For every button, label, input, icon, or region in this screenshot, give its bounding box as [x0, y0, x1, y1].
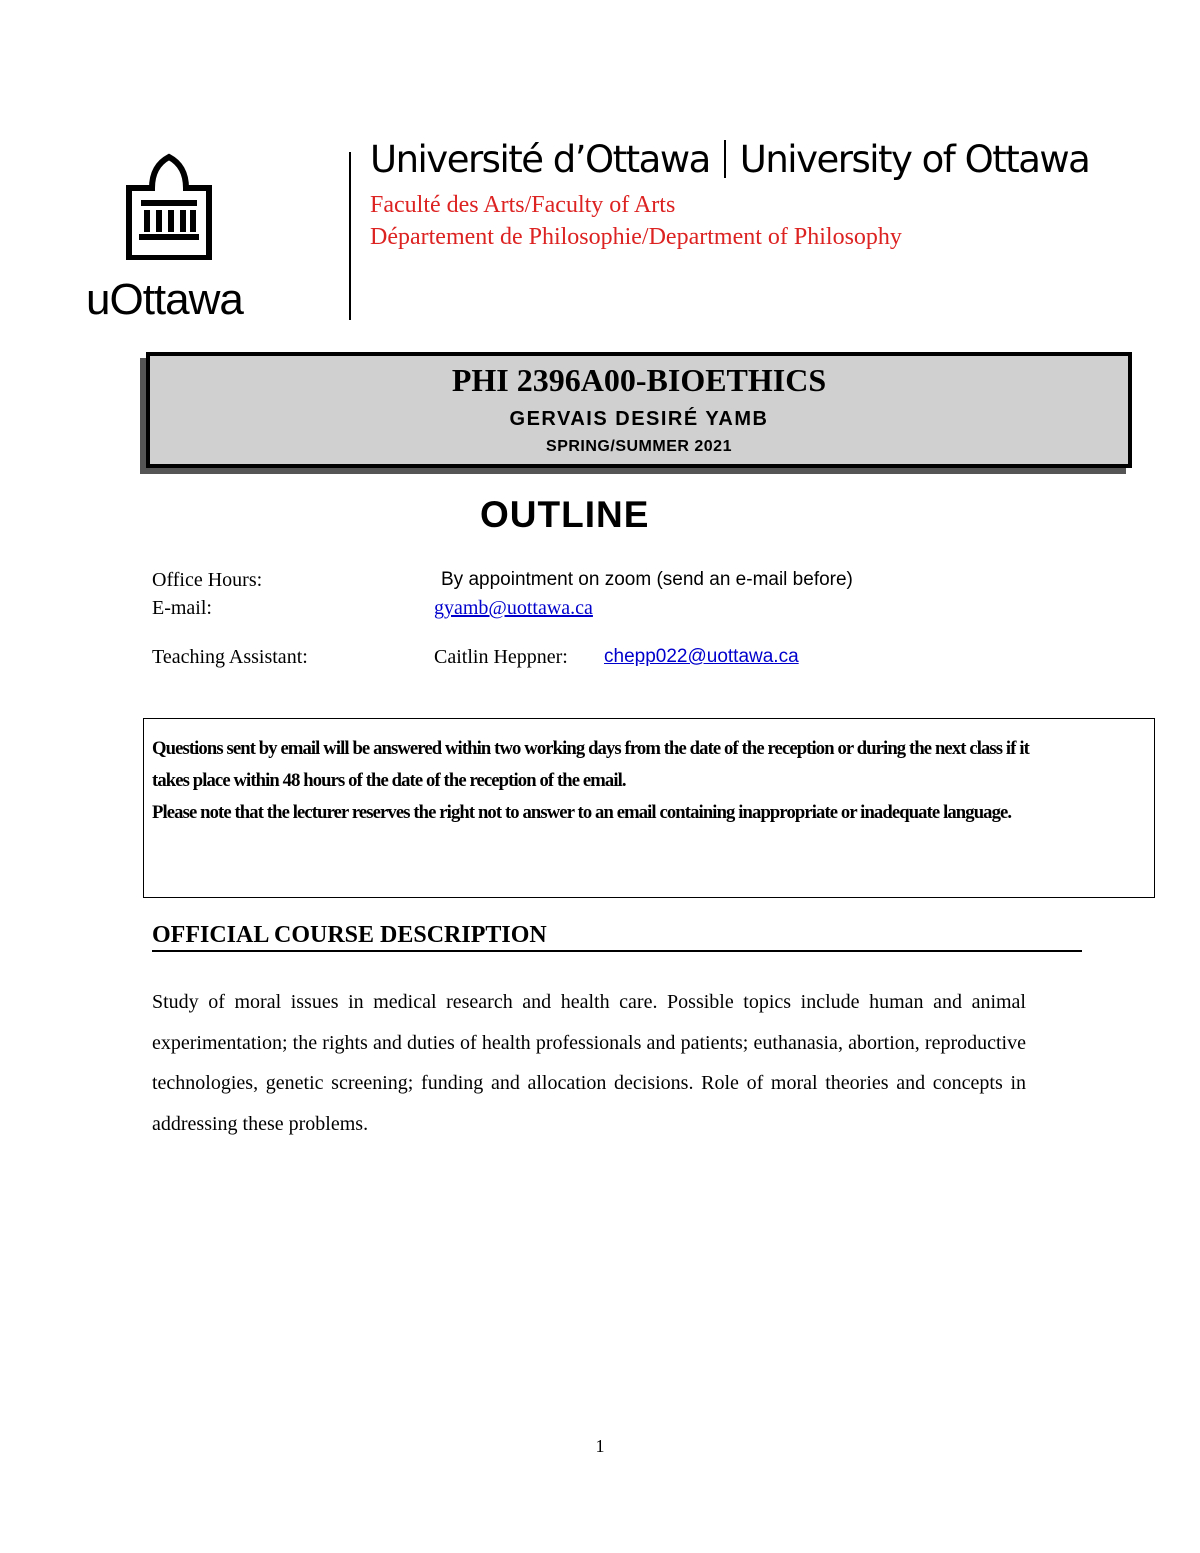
course-description-text: Study of moral issues in medical research and health care. Possible topics include human and animal experimentation; the rights and duties of health professionals and patients; euthanasia, abortion, reproductive technologies, genetic screening; funding and allocation decisions. Role of moral theories and concepts in addressing these problems. — [152, 991, 1026, 1135]
teaching-assistant-name: Caitlin Heppner: — [434, 646, 568, 668]
department-name: Département de Philosophie/Department of Philosophy — [370, 224, 902, 250]
course-term: SPRING/SUMMER 2021 — [546, 438, 732, 455]
course-description-heading: OFFICIAL COURSE DESCRIPTION — [152, 922, 547, 948]
outline-heading: OUTLINE — [480, 494, 650, 535]
email-label: E-mail: — [152, 597, 212, 619]
heading-underline — [152, 950, 1082, 952]
notice-line-response-time: Questions sent by email will be answered within two working days from the date of the reception or during the next class if it takes place within 48 hours of the date of the reception of the email. — [152, 738, 1029, 791]
logo-wordmark: uOttawa — [86, 275, 243, 324]
notice-text — [152, 733, 1034, 829]
notice-line-language: Please note that the lecturer reserves the right not to answer to an email containing inappropriate or inadequate language. — [152, 802, 1012, 823]
university-name-fr: Université d’Ottawa — [370, 138, 710, 181]
university-name-en: University of Ottawa — [739, 138, 1090, 181]
email-policy-notice — [143, 718, 1155, 898]
office-hours-label: Office Hours: — [152, 569, 263, 591]
office-hours-value: By appointment on zoom (send an e-mail before) — [441, 569, 853, 590]
name-separator — [724, 140, 726, 178]
instructor-name: GERVAIS DESIRÉ YAMB — [509, 408, 769, 430]
university-name — [370, 140, 1089, 181]
instructor-email-link[interactable]: gyamb@uottawa.ca — [434, 597, 593, 619]
course-title-box — [146, 352, 1132, 468]
university-building-logo-icon — [126, 152, 212, 260]
teaching-assistant-label: Teaching Assistant: — [152, 646, 308, 668]
header-divider — [349, 152, 351, 320]
teaching-assistant-email-link[interactable]: chepp022@uottawa.ca — [604, 646, 799, 667]
course-title: PHI 2396A00-BIOETHICS — [451, 362, 827, 398]
page-number: 1 — [595, 1436, 605, 1456]
faculty-name: Faculté des Arts/Faculty of Arts — [370, 192, 676, 218]
